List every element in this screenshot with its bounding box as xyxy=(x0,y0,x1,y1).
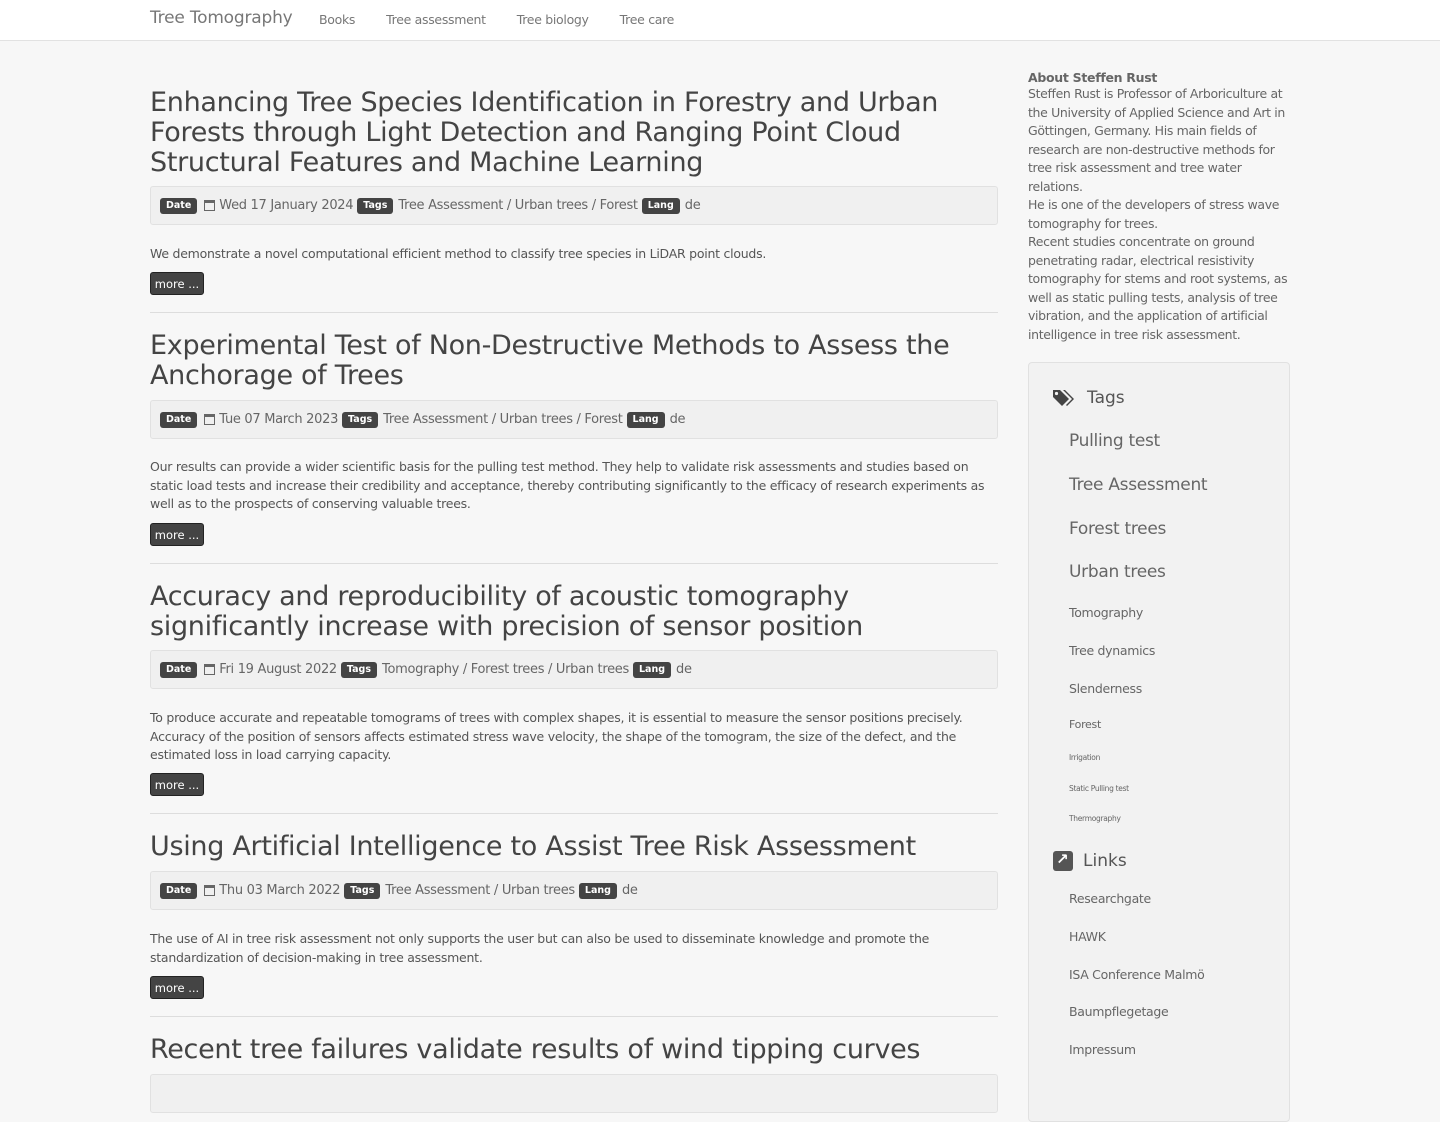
calendar-icon xyxy=(204,885,215,896)
tag-link[interactable]: Forest trees xyxy=(1069,519,1167,539)
nav-link-books[interactable]: Books xyxy=(319,12,356,27)
article-summary: To produce accurate and repeatable tomograms of trees with complex shapes, it is essential to measure the sensor positions precisely. Accuracy of the position of sensors affects estimated stress wave velocity, the shape of the tomogram, the size of the defect, and the estimated loss in load carrying capacity. xyxy=(150,710,963,762)
tag-link[interactable]: Static Pulling test xyxy=(1069,784,1129,793)
tags-icon xyxy=(1053,389,1075,407)
article-lang[interactable]: de xyxy=(684,198,701,213)
tag-link[interactable]: Thermography xyxy=(1069,814,1121,823)
tags-badge: Tags xyxy=(344,883,380,899)
sidebar-link[interactable]: HAWK xyxy=(1069,929,1106,944)
article-tags[interactable]: Tree Assessment / Urban trees xyxy=(385,883,575,898)
tag-link[interactable]: Urban trees xyxy=(1069,562,1166,582)
divider xyxy=(150,813,998,814)
lang-badge: Lang xyxy=(627,412,665,428)
tag-link[interactable]: Irrigation xyxy=(1069,753,1101,762)
article-title[interactable]: Using Artificial Intelligence to Assist Tree Risk Assessment xyxy=(150,831,916,862)
article-summary: The use of AI in tree risk assessment not only supports the user but can also be used to disseminate knowledge and promote the standardization of decision-making in tree assessment. xyxy=(150,931,930,965)
tags-badge: Tags xyxy=(341,662,377,678)
article-title[interactable]: Experimental Test of Non-Destructive Methods to Assess the Anchorage of Trees xyxy=(150,330,950,391)
site-brand[interactable]: Tree Tomography xyxy=(150,8,293,28)
tags-heading-label: Tags xyxy=(1087,388,1125,408)
external-link-icon xyxy=(1053,851,1073,871)
article-title[interactable]: Recent tree failures validate results of wind tipping curves xyxy=(150,1034,921,1065)
article-lang[interactable]: de xyxy=(669,412,686,427)
tag-link[interactable]: Pulling test xyxy=(1069,431,1160,451)
divider xyxy=(150,312,998,313)
article-tags[interactable]: Tree Assessment / Urban trees / Forest xyxy=(383,412,623,427)
nav-link-tree-care[interactable]: Tree care xyxy=(619,12,675,27)
sidebar-link[interactable]: Impressum xyxy=(1069,1042,1136,1057)
date-badge: Date xyxy=(160,412,197,428)
tag-link[interactable]: Tree dynamics xyxy=(1069,643,1156,658)
lang-badge: Lang xyxy=(633,662,671,678)
tag-link[interactable]: Forest xyxy=(1069,718,1101,731)
date-badge: Date xyxy=(160,883,197,899)
article xyxy=(150,331,998,391)
article-lang[interactable]: de xyxy=(676,662,692,677)
tags-badge: Tags xyxy=(357,198,393,214)
links-heading-label: Links xyxy=(1083,851,1127,871)
article-meta xyxy=(150,871,998,910)
article-date: Wed 17 January 2024 xyxy=(219,198,354,213)
article xyxy=(150,88,998,178)
calendar-icon xyxy=(204,664,215,675)
lang-badge: Lang xyxy=(579,883,617,899)
article-tags[interactable]: Tomography / Forest trees / Urban trees xyxy=(382,662,629,677)
top-navbar xyxy=(0,0,1440,41)
article-title[interactable]: Enhancing Tree Species Identification in Forestry and Urban Forests through Light Detection and Ranging Point Cloud Structural Features and Machine Learning xyxy=(150,87,939,178)
article-date: Fri 19 August 2022 xyxy=(219,662,337,677)
article-summary: Our results can provide a wider scientific basis for the pulling test method. They help to validate risk assessments and studies based on static load tests and increase their credibility and acceptance, thereby contributing significantly to the efficacy of research experiments as well as to the prospects of conserving valuable trees. xyxy=(150,459,985,511)
about-paragraph: Recent studies concentrate on ground penetrating radar, electrical resistivity tomography for stems and root systems, as well as static pulling tests, analysis of tree vibration, and the application of artificial intelligence in tree risk assessment. xyxy=(1028,234,1288,342)
article xyxy=(150,582,998,642)
tags-badge: Tags xyxy=(342,412,378,428)
article-title[interactable]: Accuracy and reproducibility of acoustic tomography significantly increase with precision of sensor position xyxy=(150,581,863,642)
about-paragraph: He is one of the developers of stress wave tomography for trees. xyxy=(1028,197,1280,231)
sidebar-link[interactable]: Researchgate xyxy=(1069,891,1151,906)
more-button[interactable]: more ... xyxy=(150,976,204,999)
links-heading xyxy=(1053,851,1127,871)
article-summary: We demonstrate a novel computational efficient method to classify tree species in LiDAR point clouds. xyxy=(150,246,767,261)
sidebar-well xyxy=(1028,362,1290,1122)
about-title: About Steffen Rust xyxy=(1028,70,1158,85)
article-meta xyxy=(150,650,998,689)
date-badge: Date xyxy=(160,662,197,678)
article xyxy=(150,1035,998,1065)
sidebar-link[interactable]: Baumpflegetage xyxy=(1069,1004,1169,1019)
article-lang[interactable]: de xyxy=(621,883,638,898)
tags-heading xyxy=(1053,388,1125,408)
sidebar-link[interactable]: ISA Conference Malmö xyxy=(1069,967,1205,982)
lang-badge: Lang xyxy=(642,198,680,214)
article xyxy=(150,832,998,862)
article-meta xyxy=(150,186,998,225)
tag-link[interactable]: Slenderness xyxy=(1069,681,1142,696)
calendar-icon xyxy=(204,200,215,211)
article-tags[interactable]: Tree Assessment / Urban trees / Forest xyxy=(398,198,638,213)
tag-link[interactable]: Tomography xyxy=(1069,605,1143,620)
article-date: Tue 07 March 2023 xyxy=(219,412,339,427)
sidebar-about xyxy=(1028,70,1290,344)
nav-link-tree-biology[interactable]: Tree biology xyxy=(516,12,589,27)
about-paragraph: Steffen Rust is Professor of Arboriculture at the University of Applied Science and Art in Göttingen, Germany. His main fields of research are non-destructive methods for tree risk assessment and tree water relations. xyxy=(1028,86,1285,194)
tag-link[interactable]: Tree Assessment xyxy=(1069,475,1208,495)
article-date: Thu 03 March 2022 xyxy=(219,883,341,898)
date-badge: Date xyxy=(160,198,197,214)
article-meta xyxy=(150,400,998,439)
nav-link-tree-assessment[interactable]: Tree assessment xyxy=(386,12,486,27)
nav-links xyxy=(319,12,705,27)
more-button[interactable]: more ... xyxy=(150,773,204,796)
calendar-icon xyxy=(204,414,215,425)
divider xyxy=(150,563,998,564)
more-button[interactable]: more ... xyxy=(150,272,204,295)
more-button[interactable]: more ... xyxy=(150,523,204,546)
divider xyxy=(150,1016,998,1017)
